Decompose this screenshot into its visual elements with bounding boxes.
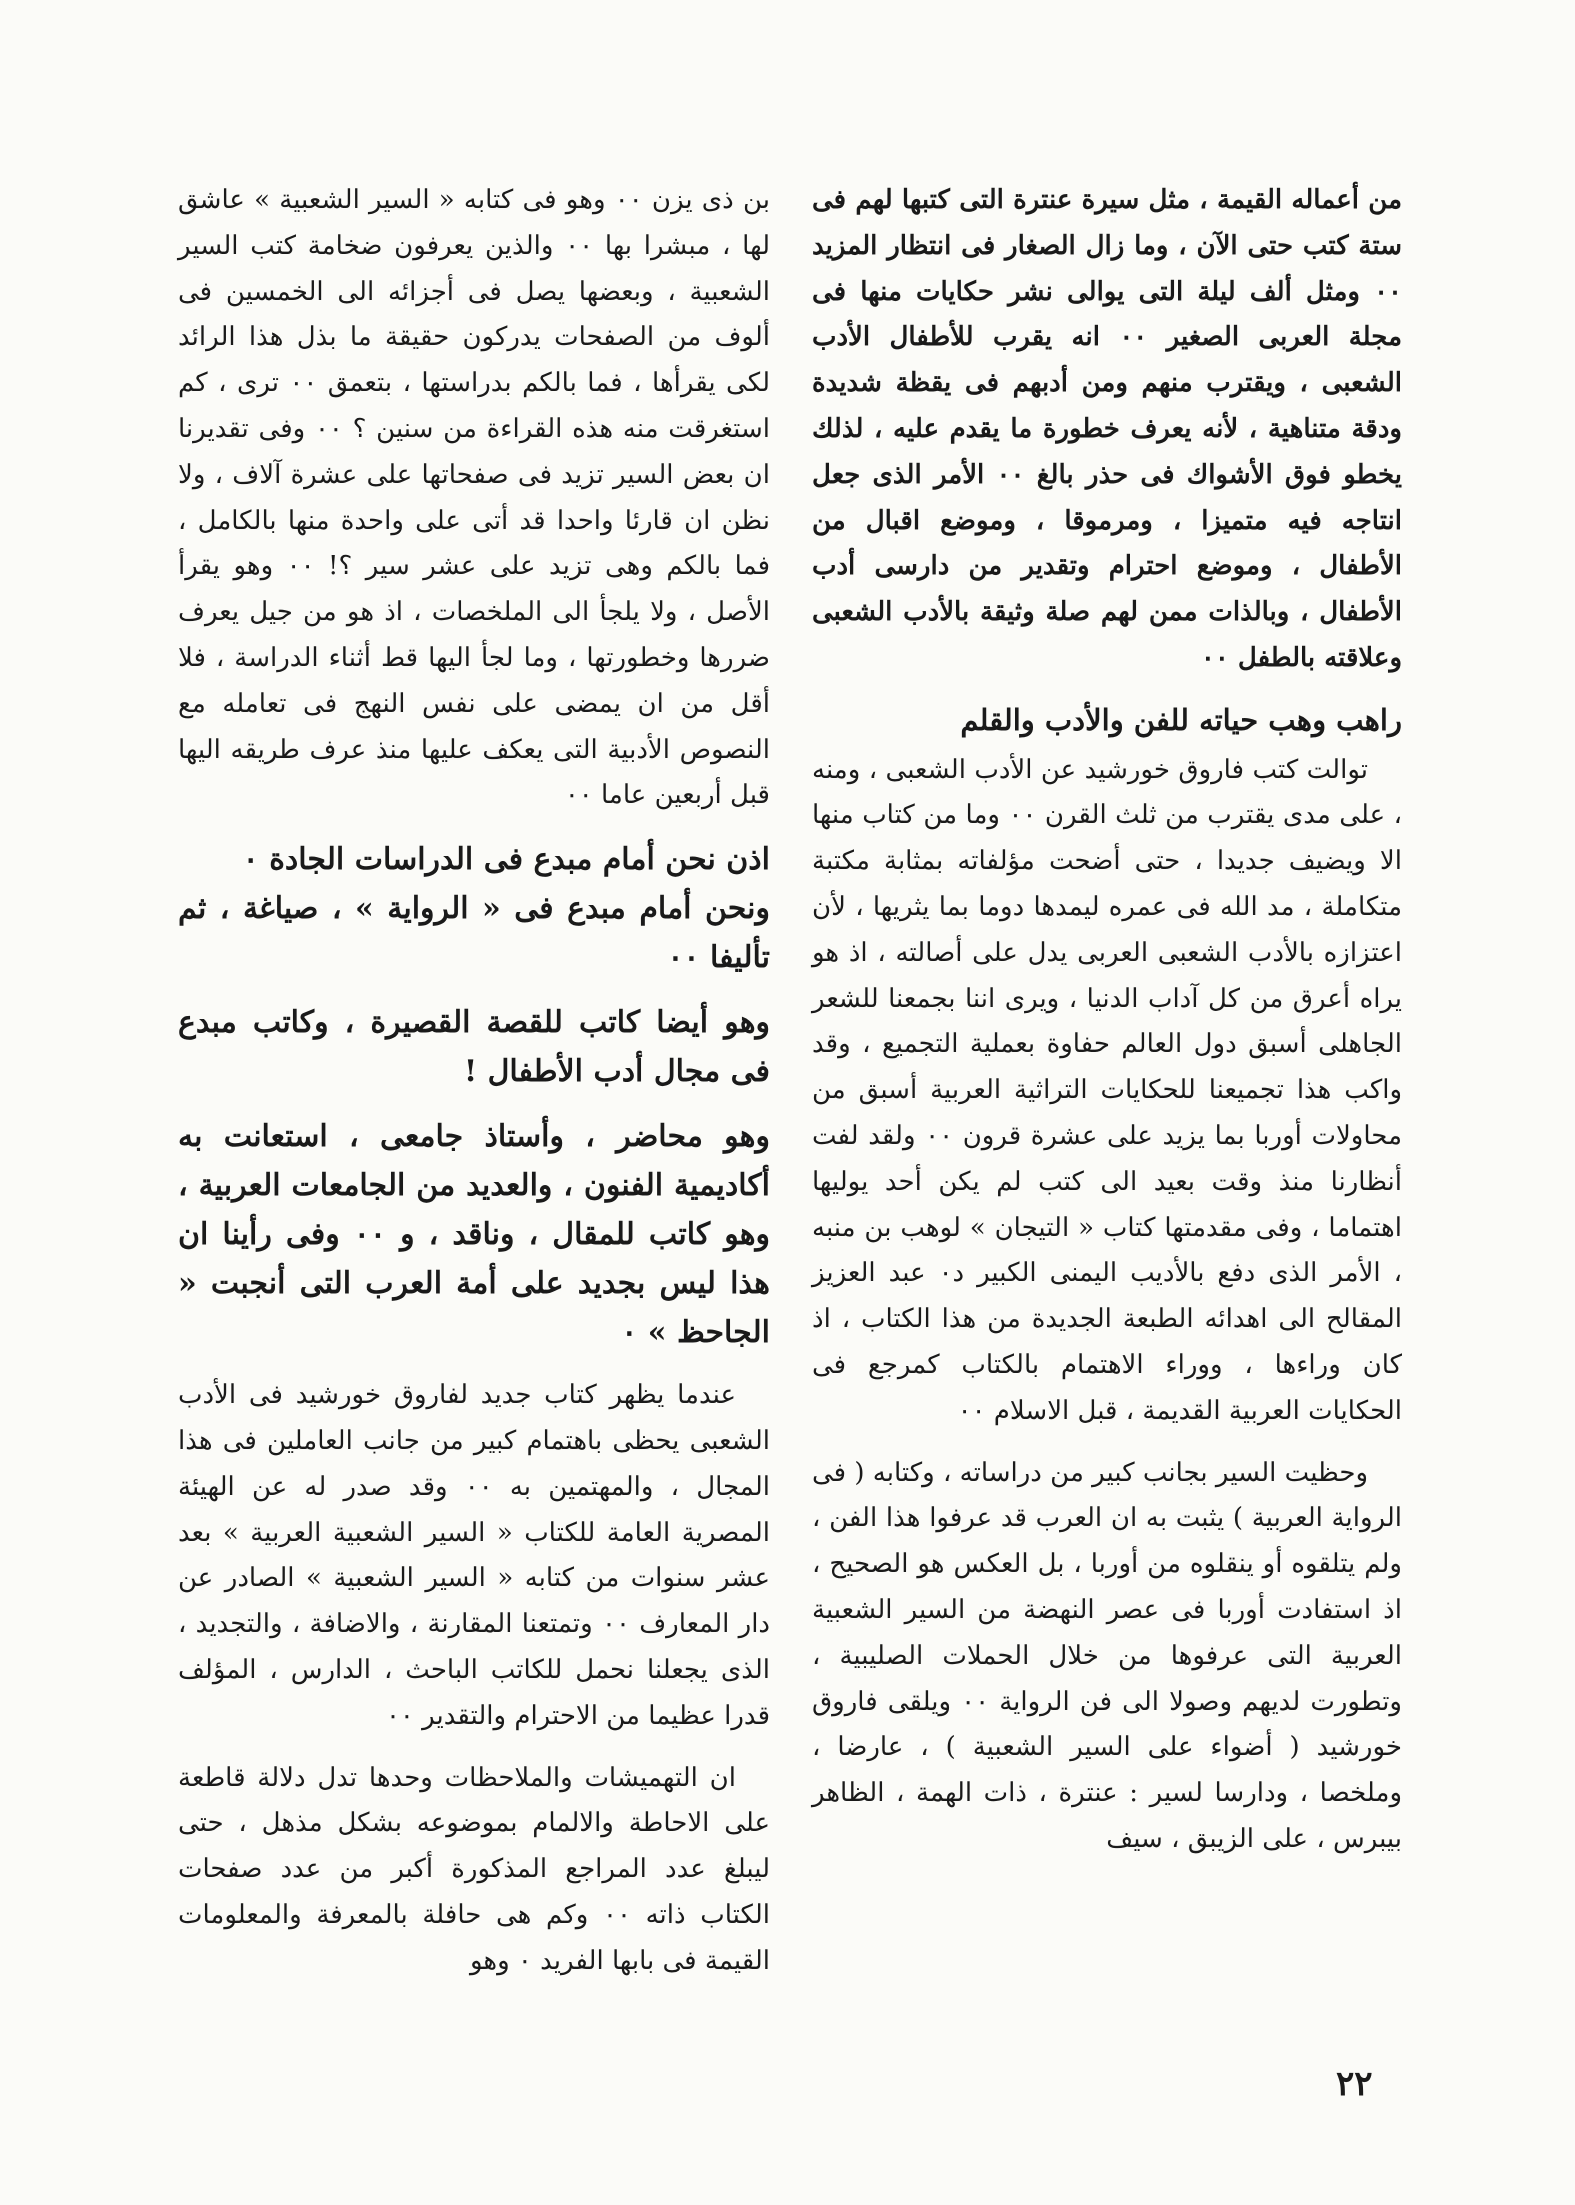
intro-paragraph: من أعماله القيمة ، مثل سيرة عنترة التى كتبها لهم فى ستة كتب حتى الآن ، وما زال الصغار فى انتظار المزيد ٠٠ ومثل ألف ليلة التى يوالى نشر حكايات منها فى مجلة العربى الصغير ٠٠ انه يقرب للأطفال الأدب الشعبى ، ويقترب منهم ومن أدبهم فى يقظة شديدة ودقة متناهية ، لأنه يعرف خطورة ما يقدم عليه ، لذلك يخطو فوق الأشواك فى حذر بالغ ٠٠ الأمر الذى جعل انتاجه فيه متميزا ، ومرموقا ، وموضع اقبال من الأطفال ، وموضع احترام وتقدير من دارسى أدب الأطفال ، وبالذات ممن لهم صلة وثيقة بالأدب الشعبى وعلاقته بالطفل ٠٠: [812, 185, 1402, 673]
left-column: [178, 178, 770, 1985]
paragraph-folk-biographies: بن ذى يزن ٠٠ وهو فى كتابه « السير الشعبية » عاشق لها ، مبشرا بها ٠٠ والذين يعرفون ضخامة كتب السير الشعبية ، وبعضها يصل فى أجزائه الى الخمسين فى ألوف من الصفحات يدركون حقيقة ما بذل هذا الرائد لكى يقرأها ، فما بالكم بدراستها ، بتعمق ٠٠ ترى ، كم استغرقت منه هذه القراءة من سنين ؟ ٠٠ وفى تقديرنا ان بعض السير تزيد فى صفحاتها على عشرة آلاف ، ولا نظن ان قارئا واحدا قد أتى على واحدة منها بالكامل ، فما بالكم وهى تزيد على عشر سير ؟! ٠٠ وهو يقرأ الأصل ، ولا يلجأ الى الملخصات ، اذ هو من جيل يعرف ضررها وخطورتها ، وما لجأ اليها قط أثناء الدراسة ، فلا أقل من ان يمضى على نفس النهج فى تعامله مع النصوص الأدبية التى يعكف عليها منذ عرف طريقه اليها قبل أربعين عاما ٠٠: [178, 185, 771, 811]
paragraph-folk-literature: توالت كتب فاروق خورشيد عن الأدب الشعبى ، ومنه ، على مدى يقترب من ثلث القرن ٠٠ وما من كتاب منها الا ويضيف جديدا ، حتى أضحت مؤلفاته بمثابة مكتبة متكاملة ، مد الله فى عمره ليمدها دوما بما يثريها ، لأن اعتزازه بالأدب الشعبى العربى يدل على أصالته ، اذ هو يراه أعرق من كل آداب الدنيا ، ويرى اننا بجمعنا للشعر الجاهلى أسبق دول العالم حفاوة بعملية التجميع ، وقد واكب هذا تجميعنا للحكايات التراثية العربية أسبق من محاولات أوربا بما يزيد على عشرة قرون ٠٠ ولقد لفت أنظارنا منذ وقت بعيد الى كتب لم يكن أحد يوليها اهتماما ، وفى مقدمتها كتاب « التيجان » لوهب بن منبه ، الأمر الذى دفع بالأديب اليمنى الكبير د٠ عبد العزيز المقالح الى اهدائه الطبعة الجديدة من هذا الكتاب ، اذ كان وراءها ، ووراء الاهتمام بالكتاب كمرجع فى الحكايات العربية القديمة ، قبل الاسلام ٠٠: [812, 754, 1402, 1426]
page-number: ٢٢: [1336, 2064, 1373, 2104]
bold-statement-studies: اذن نحن أمام مبدع فى الدراسات الجادة ٠: [242, 842, 770, 878]
bold-statement-lecturer: وهو محاضر ، وأستاذ جامعى ، استعانت به أكاديمية الفنون ، والعديد من الجامعات العربية ، وهو كاتب للمقال ، وناقد ، و ٠٠ وفى رأينا ان هذا ليس بجديد على أمة العرب التى أنجبت « الجاحظ » ٠: [178, 1119, 770, 1351]
bold-statement-novel: ونحن أمام مبدع فى « الرواية » ، صياغة ، ثم تأليفا ٠٠: [178, 891, 770, 976]
paragraph-biographies: وحظيت السير بجانب كبير من دراساته ، وكتابه ( فى الرواية العربية ) يثبت به ان العرب قد عرفوا هذا الفن ، ولم يتلقوه أو ينقلوه من أوربا ، بل العكس هو الصحيح ، اذ استفادت أوربا فى عصر النهضة من السير الشعبية العربية التى عرفوها من خلال الحملات الصليبية ، وتطورت لديهم وصولا الى فن الرواية ٠٠ ويلقى فاروق خورشيد ( أضواء على السير الشعبية ) ، عارضا ، وملخصا ، ودارسا لسير : عنترة ، ذات الهمة ، الظاهر بيبرس ، على الزيبق ، سيف: [812, 1457, 1402, 1854]
section-heading: راهب وهب حياته للفن والأدب والقلم: [960, 702, 1402, 737]
paragraph-new-book: عندما يظهر كتاب جديد لفاروق خورشيد فى الأدب الشعبى يحظى باهتمام كبير من جانب العاملين فى هذا المجال ، والمهتمين به ٠٠ وقد صدر له عن الهيئة المصرية العامة للكتاب « السير الشعبية العربية » بعد عشر سنوات من كتابه « السير الشعبية » الصادر عن دار المعارف ٠٠ وتمتعنا المقارنة ، والاضافة ، والتجديد ، الذى يجعلنا نحمل للكاتب الباحث ، الدارس ، المؤلف قدرا عظيما من الاحترام والتقدير ٠٠: [178, 1380, 770, 1731]
right-column: [812, 178, 1402, 1863]
bold-statement-short-story: وهو أيضا كاتب للقصة القصيرة ، وكاتب مبدع فى مجال أدب الأطفال !: [178, 1005, 770, 1090]
paragraph-footnotes: ان التهميشات والملاحظات وحدها تدل دلالة قاطعة على الاحاطة والالمام بموضوعه بشكل مذهل ، حتى ليبلغ عدد المراجع المذكورة أكبر من عدد صفحات الكتاب ذاته ٠٠ وكم هى حافلة بالمعرفة والمعلومات القيمة فى بابها الفريد ٠ وهو: [178, 1762, 770, 1976]
